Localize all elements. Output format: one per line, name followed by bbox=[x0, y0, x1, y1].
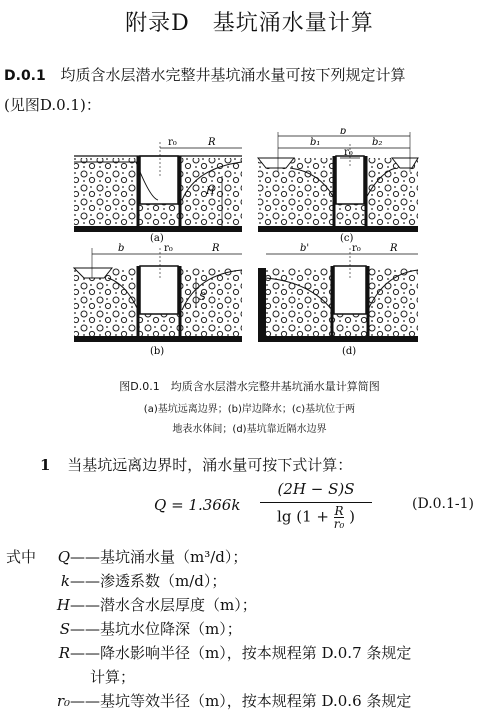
formula-fraction-bar bbox=[260, 502, 372, 503]
formula-inner-r0: r₀ bbox=[333, 517, 345, 531]
definition-item bbox=[54, 594, 494, 618]
figure-caption-line2: (a)基坑远离边界；(b)岸边降水；(c)基坑位于两 bbox=[143, 404, 356, 415]
figure-caption-line3: 地表水体间；(d)基坑靠近隔水边界 bbox=[172, 424, 327, 435]
definition-desc: ——基坑等效半径（m），按本规程第 D.0.6 条规定 bbox=[70, 692, 412, 710]
formula-d01-1 bbox=[154, 480, 494, 540]
formula-denominator-lg: lg bbox=[277, 507, 292, 526]
panel-b-label-R: R bbox=[212, 243, 220, 254]
definition-symbol: r₀ bbox=[56, 692, 70, 710]
item-1-text: 当基坑远离边界时，涌水量可按下式计算： bbox=[67, 456, 353, 474]
definition-desc: ——渗透系数（m/d）； bbox=[70, 572, 227, 590]
panel-c-tag: (c) bbox=[340, 233, 354, 244]
definition-desc: ——降水影响半径（m），按本规程第 D.0.7 条规定 bbox=[70, 644, 412, 662]
definition-symbol: S bbox=[59, 620, 70, 638]
formula-lhs: Q = 1.366k bbox=[154, 496, 241, 514]
definition-item bbox=[54, 570, 494, 594]
formula-numerator: (2H − S)S bbox=[277, 480, 355, 498]
definition-desc: ——基坑涌水量（m³/d）； bbox=[70, 548, 248, 566]
clause-text-line1: 均质含水层潜水完整井基坑涌水量可按下列规定计算 bbox=[60, 66, 406, 84]
panel-a-tag: (a) bbox=[150, 233, 164, 244]
panel-c-label-b2: b₂ bbox=[372, 137, 383, 148]
clause-number: D.0.1 bbox=[4, 68, 46, 84]
figure-caption-title: 图D.0.1 均质含水层潜水完整井基坑涌水量计算简图 bbox=[119, 380, 380, 393]
definition-item bbox=[54, 546, 494, 570]
definition-item bbox=[54, 690, 494, 714]
definition-symbol: Q bbox=[57, 548, 70, 566]
panel-d-label-R: R bbox=[390, 243, 398, 254]
panel-c-label-r0: r₀ bbox=[344, 147, 353, 158]
panel-b-label-b: b bbox=[118, 243, 125, 254]
definition-desc: ——基坑水位降深（m）； bbox=[70, 620, 242, 638]
formula-inner-R: R bbox=[334, 504, 344, 518]
page-title: 附录D 基坑涌水量计算 bbox=[125, 11, 374, 36]
formula-denominator-open: (1 + bbox=[296, 507, 329, 526]
panel-a-label-H: H bbox=[206, 186, 215, 197]
item-1 bbox=[40, 454, 352, 476]
definition-item bbox=[54, 618, 494, 642]
formula-fraction bbox=[256, 480, 376, 530]
definitions-lead: 式中 bbox=[6, 548, 37, 566]
panel-d-tag: (d) bbox=[342, 346, 357, 357]
clause-text-line2: (见图D.0.1)： bbox=[4, 96, 101, 114]
formula-inner-fraction bbox=[334, 505, 345, 530]
definition-item-continued bbox=[54, 666, 494, 690]
definition-desc: ——潜水含水层厚度（m）； bbox=[70, 596, 257, 614]
definition-desc: 计算； bbox=[90, 668, 136, 686]
panel-a-label-r0: r₀ bbox=[168, 137, 177, 148]
panel-b-label-r0: r₀ bbox=[164, 243, 173, 254]
panel-d bbox=[258, 248, 418, 342]
definition-symbol: k bbox=[60, 572, 70, 590]
panel-b bbox=[74, 248, 242, 342]
formula-eq-number: (D.0.1-1) bbox=[412, 496, 475, 512]
definition-item bbox=[54, 642, 494, 666]
clause-d01 bbox=[4, 64, 496, 87]
definitions-list bbox=[54, 546, 494, 714]
panel-c bbox=[258, 132, 418, 232]
panel-c-label-b: b bbox=[340, 128, 347, 137]
item-1-number: 1 bbox=[40, 456, 51, 474]
panel-a bbox=[74, 142, 242, 232]
definition-symbol: R bbox=[58, 644, 70, 662]
panel-b-tag: (b) bbox=[150, 346, 165, 357]
figure-d01-diagram bbox=[0, 128, 499, 368]
definition-symbol: H bbox=[56, 596, 70, 614]
panel-d-label-r0: r₀ bbox=[352, 243, 361, 254]
panel-c-label-b1: b₁ bbox=[310, 137, 321, 148]
panel-b-label-S: S bbox=[199, 292, 206, 303]
formula-denominator bbox=[256, 505, 376, 530]
panel-a-label-R: R bbox=[208, 137, 216, 148]
formula-denominator-close: ) bbox=[349, 507, 355, 526]
panel-d-label-b-prime: b' bbox=[300, 243, 310, 254]
